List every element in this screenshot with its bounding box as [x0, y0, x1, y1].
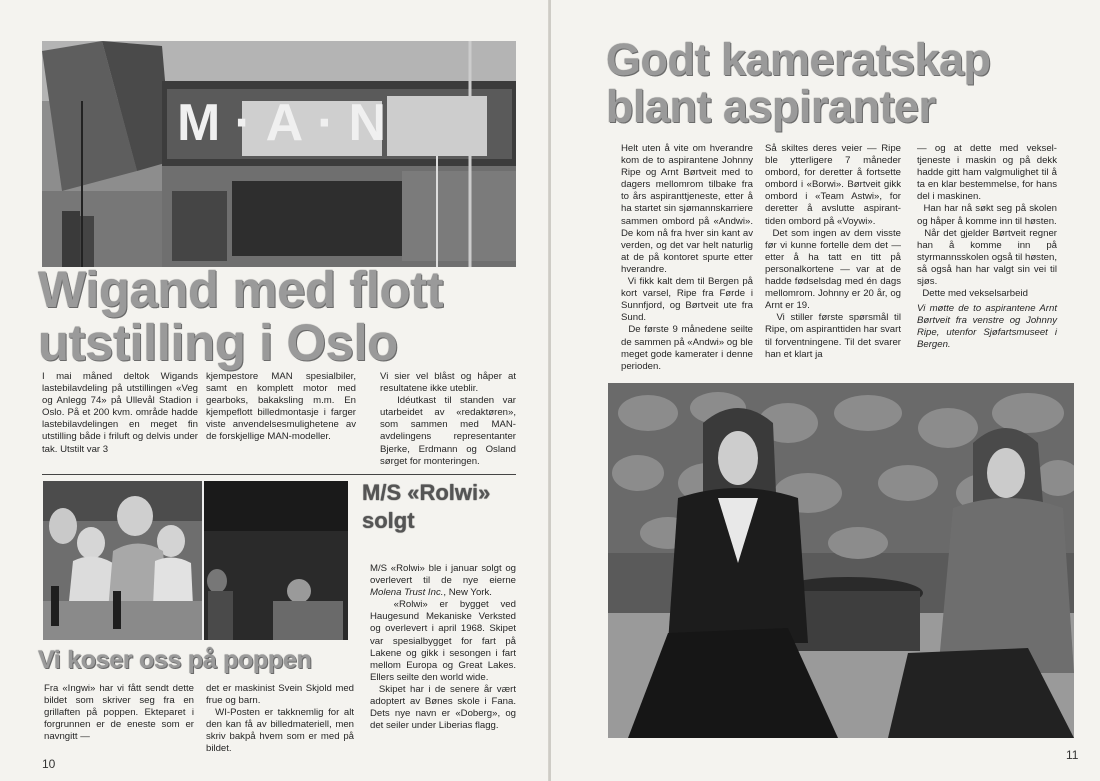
section-divider: [42, 474, 516, 475]
aspirants-photo: [608, 383, 1074, 738]
rolwi-body: [370, 563, 519, 732]
poppen-col1: Fra «Ingwi» har vi fått sendt dette bildet som skriver seg fra en grillaften på poppen. Ekteparet i forgrunnen er de eneste som er navngitt —: [44, 683, 197, 743]
poppen-headline: Vi koser oss på poppen: [38, 646, 312, 674]
kameratskap-col3: — og at dette med vekseltjeneste i maskin og på dekk hadde gitt ham valgmulighet til å ta en klar bestemmelse, for hans del i maskinen. Han har nå søkt seg på skolen og håper å komme inn til høsten. Når det gjelder Børtveit regner han å komme inn på styrmannsskolen også til høsten, så også han har valgt sin vei til sjøs. Dette med vekselsarbeid: [917, 143, 1057, 300]
wigand-headline-line2: utstilling i Oslo: [38, 314, 398, 371]
wigand-headline-line1: Wigand med flott: [38, 261, 444, 318]
rolwi-headline-line2: solgt: [362, 508, 415, 533]
poppen-col2: det er maskinist Svein Skjold med frue og barn. WI-Posten er takknemlig for alt den kan få av billedmateriell, men skriv bakpå hvem som er med på bildet.: [206, 683, 354, 755]
photo-caption: Vi møtte de to aspirantene Arnt Børtveit fra venstre og Johnny Ripe, utenfor Sjøfartsmuseet i Bergen.: [917, 303, 1060, 351]
rolwi-text-part2: , New York. «Rolwi» er bygget ved Haugesund Mekaniske Verksted og overlevert i april 1968. Skipet var spesialbygget for fart på Lakene og gikk i sesongen i fart mellom Europa og Great Lakes. Ellers seilte den world wide. Skipet har i de senere år vært adoptert av Bønes skole i Fana. Dets nye navn er «Doberg», og det seiler under Liberias flagg.: [370, 587, 516, 732]
aspirants-photo-graphic: [608, 383, 1074, 738]
left-page: [0, 0, 549, 781]
party-photo-graphic: [43, 481, 348, 640]
exhibition-photo-graphic: [42, 41, 516, 267]
right-page: [551, 0, 1100, 781]
kameratskap-headline-line2: blant aspiranter: [606, 81, 936, 132]
party-photo: [43, 481, 348, 640]
page-number-left: 10: [42, 757, 56, 771]
kameratskap-col2: Så skiltes deres veier — Ripe ble ytterligere 7 måneder ombord, for deretter å fortsette ombord i «Borwi». Børtveit gikk ombord i «Team Astwi», for deretter å avslutte aspirant-tiden ombord på «Voywi». Det som ingen av dem visste før vi kunne fortelle dem det — etter å ha tatt en titt på personalkortene — var at de hadde fødselsdag med én dags mellomrom. Johnny er 20 år, og Arnt er 19. Vi stiller første spørsmål til Ripe, om aspiranttiden har svart til forventningene. Til det svarer han et klart ja: [765, 143, 901, 360]
page-number-right: 11: [1066, 748, 1079, 762]
wigand-col1: I mai måned deltok Wigands lastebilavdeling på utstillingen «Veg og Anlegg 74» på Ullevål Stadion i Oslo. På et 200 kvm. område hadde lastebilavdelingen en meget fin utstilling både i friluft og delvis under tak. Utstilt var 3: [42, 371, 201, 455]
wigand-col3: Vi sier vel blåst og håper at resultatene ikke uteblir. Idéutkast til standen var utarbeidet av «redaktøren», som sammen med MAN-avdelingens representanter Bjerke, Erdmann og Osland sørget for monteringen.: [380, 371, 516, 467]
rolwi-text-part1: M/S «Rolwi» ble i januar solgt og overlevert til de nye eierne: [370, 563, 519, 587]
exhibition-photo: [42, 41, 516, 267]
kameratskap-col1: Helt uten å vite om hverandre kom de to aspirantene Johnny Ripe og Arnt Børtveit med to dagers mellomrom tilbake fra to års aspiranttjeneste, etter å ha startet sin sjømannskarriere sammen ombord på «Andwi». De kom nå fra hver sin kant av verden, og det var helt naturlig at de på kontoret spurte etter hverandre. Vi fikk kalt dem til Bergen på kort varsel, Ripe fra Førde i Sunnfjord, og Børtveit ute fra Sund. De første 9 månedene seilte de sammen på «Andwi» og ble meget gode kamerater i denne perioden.: [621, 143, 753, 372]
rolwi-headline-line1: M/S «Rolwi»: [362, 480, 491, 505]
kameratskap-headline-line1: Godt kameratskap: [606, 34, 991, 85]
man-sign-text: M·A·N: [177, 94, 401, 152]
rolwi-text-italic: Molena Trust Inc.: [370, 587, 444, 599]
wigand-col2: kjempestore MAN spesialbiler, samt en komplett motor med gearboks, bakaksling m.m. En kjempeflott billedmontasje i farger viste anvendelsesmulighetene av de forskjellige MAN-modeller.: [206, 371, 359, 443]
